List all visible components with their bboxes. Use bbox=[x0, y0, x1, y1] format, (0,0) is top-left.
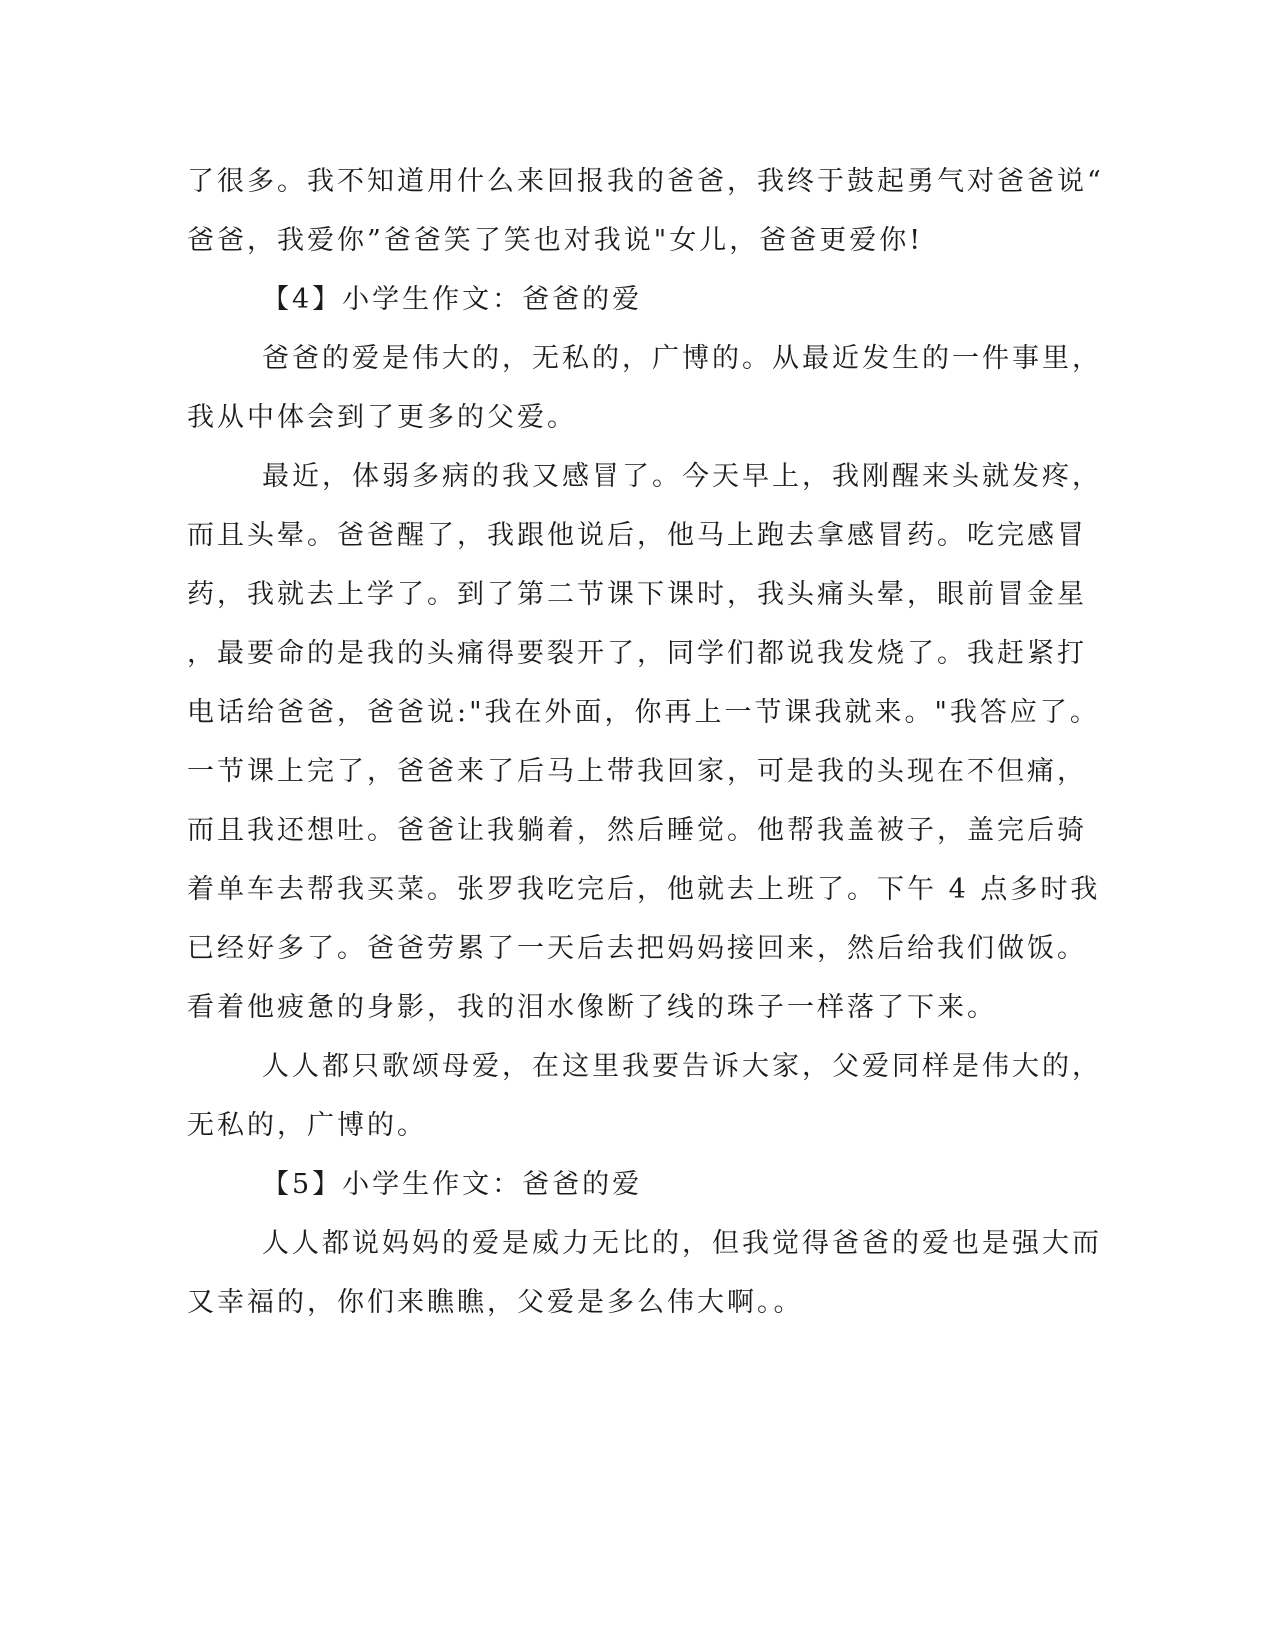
text-line: 爸爸，我爱你”爸爸笑了笑也对我说"女儿，爸爸更爱你! bbox=[187, 225, 924, 256]
paragraph-first-line: 爸爸的爱是伟大的，无私的，广博的。从最近发生的一件事里， bbox=[262, 343, 1102, 374]
text-line: 而且我还想吐。爸爸让我躺着，然后睡觉。他帮我盖被子，盖完后骑 bbox=[187, 815, 1087, 846]
text-line: 着单车去帮我买菜。张罗我吃完后，他就去上班了。下午 4 点多时我 bbox=[187, 874, 1101, 905]
text-line: 一节课上完了，爸爸来了后马上带我回家，可是我的头现在不但痛， bbox=[187, 756, 1087, 787]
paragraph-first-line: 人人都说妈妈的爱是威力无比的，但我觉得爸爸的爱也是强大而 bbox=[262, 1228, 1102, 1259]
paragraph-first-line: 最近，体弱多病的我又感冒了。今天早上，我刚醒来头就发疼， bbox=[262, 461, 1102, 492]
text-line: 我从中体会到了更多的父爱。 bbox=[187, 402, 577, 433]
text-line: 看着他疲惫的身影，我的泪水像断了线的珠子一样落了下来。 bbox=[187, 992, 997, 1023]
text-line: 电话给爸爸，爸爸说:"我在外面，你再上一节课我就来。"我答应了。 bbox=[187, 697, 1100, 728]
section-heading: 【5】小学生作文：爸爸的爱 bbox=[262, 1169, 643, 1200]
text-line: 了很多。我不知道用什么来回报我的爸爸，我终于鼓起勇气对爸爸说“ bbox=[187, 166, 1104, 197]
text-line: 又幸福的，你们来瞧瞧，父爱是多么伟大啊。。 bbox=[187, 1287, 804, 1318]
paragraph-first-line: 人人都只歌颂母爱，在这里我要告诉大家，父爱同样是伟大的， bbox=[262, 1051, 1102, 1082]
text-line: 而且头晕。爸爸醒了，我跟他说后，他马上跑去拿感冒药。吃完感冒 bbox=[187, 520, 1087, 551]
text-line: 无私的，广博的。 bbox=[187, 1110, 427, 1141]
text-line: 已经好多了。爸爸劳累了一天后去把妈妈接回来，然后给我们做饭。 bbox=[187, 933, 1087, 964]
text-line: ，最要命的是我的头痛得要裂开了，同学们都说我发烧了。我赶紧打 bbox=[187, 638, 1087, 669]
section-heading: 【4】小学生作文：爸爸的爱 bbox=[262, 284, 643, 315]
text-line: 药，我就去上学了。到了第二节课下课时，我头痛头晕，眼前冒金星 bbox=[187, 579, 1087, 610]
